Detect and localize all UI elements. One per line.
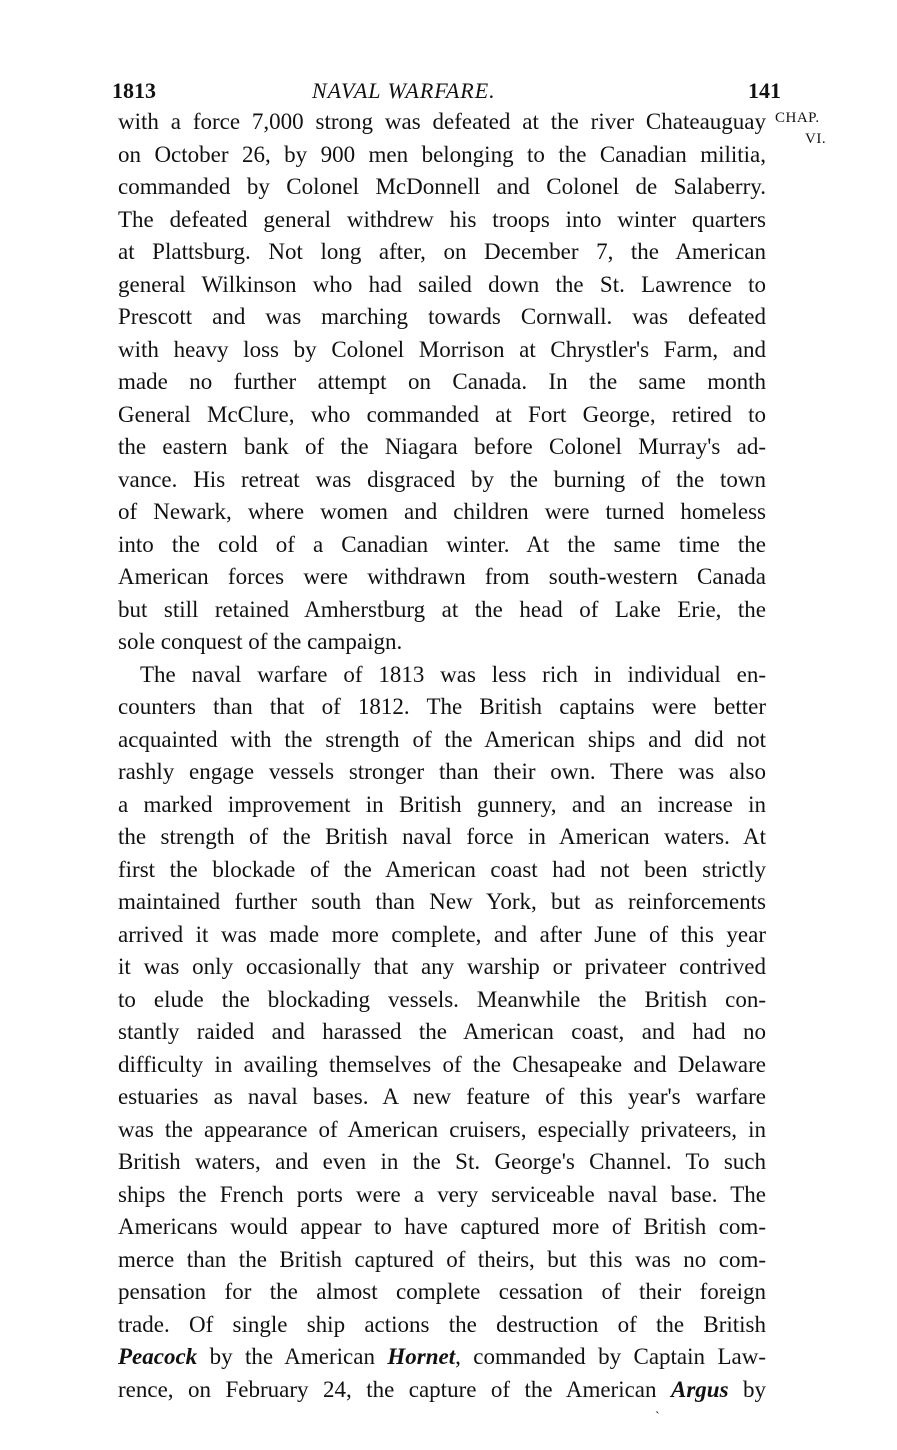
text-line: vance. His retreat was disgraced by the burning of the town: [118, 466, 766, 492]
text-line: of Newark, where women and children were turned homeless: [118, 499, 766, 524]
text-line: counters than that of 1812. The British captains were better: [118, 694, 766, 719]
text-line: Prescott and was marching towards Cornwall. was defeated: [118, 304, 766, 329]
text-line: commanded by Colonel McDonnell and Colonel de Salaberry.: [118, 174, 766, 199]
text-line: the strength of the British naval force in American waters. At: [118, 824, 766, 849]
text-line: estuaries as naval bases. A new feature of this year's warfare: [118, 1084, 766, 1109]
text-line: made no further attempt on Canada. In the same month: [118, 369, 766, 394]
text-line: General McClure, who commanded at Fort George, retired to: [118, 401, 766, 427]
text-segment: by the American: [197, 1344, 388, 1369]
text-line: into the cold of a Canadian winter. At the same time the: [118, 531, 766, 557]
text-segment: , commanded by Captain Law-: [455, 1344, 766, 1369]
text-line: sole conquest of the campaign.: [118, 629, 403, 654]
text-line: [118, 1341, 766, 1374]
text-line: merce than the British captured of theirs, but this was no com-: [118, 1246, 766, 1272]
text-line: but still retained Amherstburg at the head of Lake Erie, the: [118, 596, 766, 622]
footer-mark: `: [655, 1410, 660, 1425]
text-line: American forces were withdrawn from south-western Canada: [118, 564, 766, 589]
page-number: 141: [748, 78, 781, 103]
text-line: was the appearance of American cruisers, especially privateers, in: [118, 1116, 766, 1142]
text-line: on October 26, by 900 men belonging to the Canadian militia,: [118, 141, 766, 167]
text-line: stantly raided and harassed the American coast, and had no: [118, 1019, 766, 1044]
text-line: maintained further south than New York, but as reinforcements: [118, 889, 766, 914]
text-line: [118, 1374, 766, 1407]
text-line: Americans would appear to have captured more of British com-: [118, 1214, 766, 1239]
ship-name: Peacock: [118, 1344, 198, 1369]
margin-chapter-number: VI.: [805, 131, 827, 147]
text-line: acquainted with the strength of the American ships and did not: [118, 726, 766, 752]
ship-name: Hornet: [387, 1344, 456, 1369]
text-line: first the blockade of the American coast had not been strictly: [118, 856, 766, 882]
text-line: The naval warfare of 1813 was less rich in individual en-: [140, 661, 766, 687]
text-line: British waters, and even in the St. George's Channel. To such: [118, 1149, 766, 1174]
text-line: with heavy loss by Colonel Morrison at Chrystler's Farm, and: [118, 336, 766, 362]
running-head-year: 1813: [112, 78, 156, 103]
ship-name: Argus: [670, 1376, 729, 1402]
running-head-title: NAVAL WARFARE.: [312, 78, 496, 103]
margin-chapter-label: CHAP.: [775, 110, 820, 126]
body-text: [118, 106, 766, 1406]
text-line: a marked improvement in British gunnery, and an increase in: [118, 791, 766, 817]
text-line: arrived it was made more complete, and after June of this year: [118, 921, 766, 947]
text-line: to elude the blockading vessels. Meanwhile the British con-: [118, 986, 766, 1012]
text-line: ships the French ports were a very serviceable naval base. The: [118, 1181, 766, 1207]
text-line: difficulty in availing themselves of the Chesapeake and Delaware: [118, 1051, 766, 1077]
text-line: at Plattsburg. Not long after, on December 7, the American: [118, 239, 766, 264]
text-line: it was only occasionally that any warship or privateer contrived: [118, 954, 766, 979]
text-line: trade. Of single ship actions the destruction of the British: [118, 1311, 766, 1337]
text-segment: rence, on February 24, the capture of the American: [118, 1376, 671, 1402]
text-line: rashly engage vessels stronger than their own. There was also: [118, 759, 766, 784]
text-line: pensation for the almost complete cessation of their foreign: [118, 1279, 766, 1304]
text-line: with a force 7,000 strong was defeated at the river Chateauguay: [118, 109, 766, 134]
text-line: general Wilkinson who had sailed down the St. Lawrence to: [118, 271, 766, 297]
text-line: The defeated general withdrew his troops into winter quarters: [118, 206, 766, 232]
text-line: the eastern bank of the Niagara before Colonel Murray's ad-: [118, 434, 766, 459]
text-segment: by: [728, 1376, 766, 1402]
